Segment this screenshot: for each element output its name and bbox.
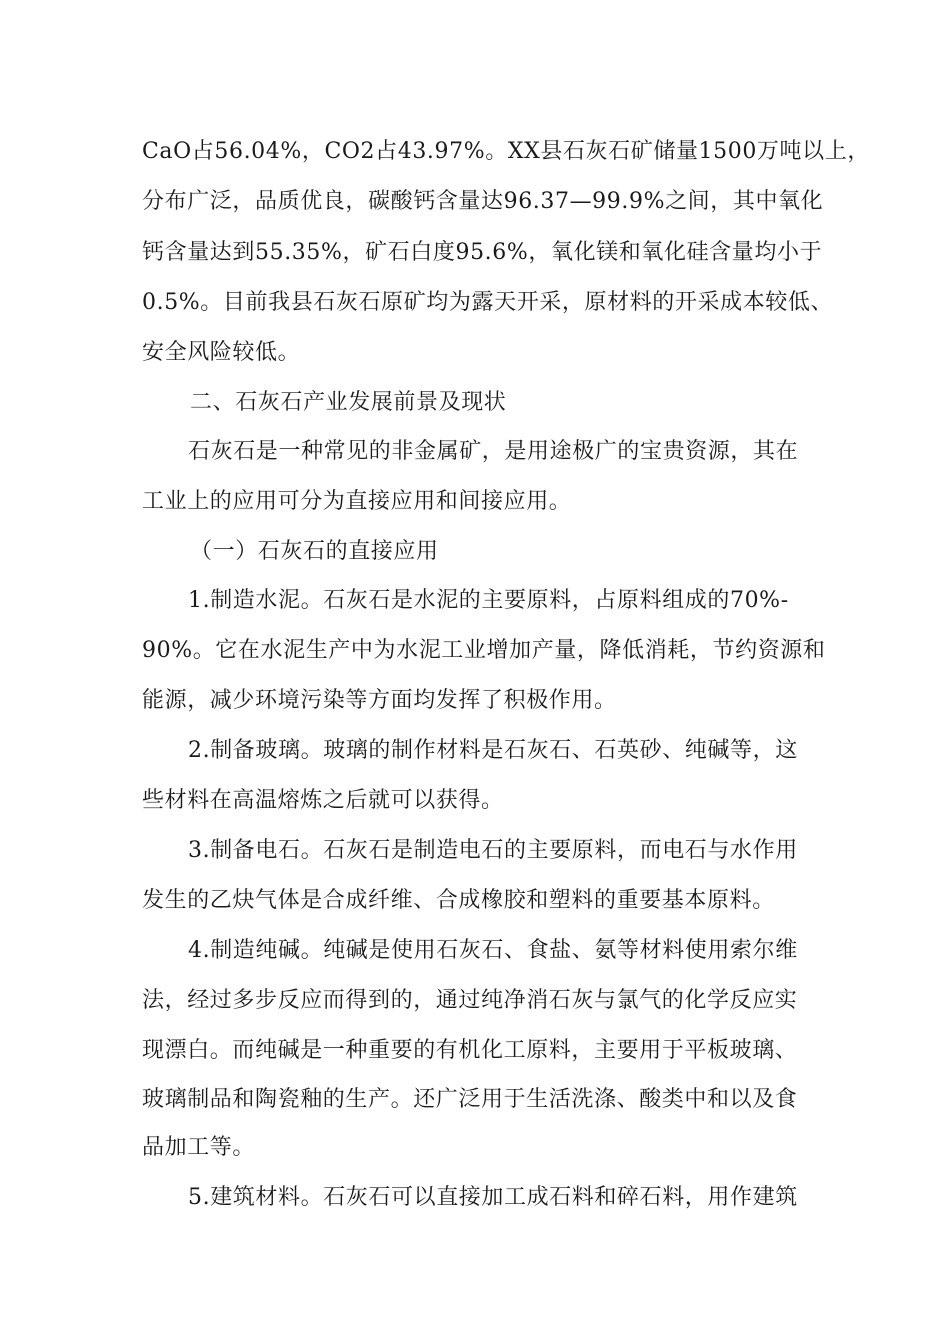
paragraph-1-line-3: 钙含量达到55.35%，矿石白度95.6%，氧化镁和氧化硅含量均小于	[142, 240, 823, 265]
item-4-line-3: 现漂白。而纯碱是一种重要的有机化工原料，主要用于平板玻璃、	[142, 1038, 798, 1063]
paragraph-1-line-4: 0.5%。目前我县石灰石原矿均为露天开采，原材料的开采成本较低、	[142, 290, 834, 315]
subsection-heading-1: （一）石灰石的直接应用	[190, 539, 439, 564]
item-3-line-1: 3.制备电石。石灰石是制造电石的主要原料，而电石与水作用	[188, 838, 798, 863]
item-1-line-2: 90%。它在水泥生产中为水泥工业增加产量，降低消耗，节约资源和	[142, 638, 826, 663]
item-4-line-5: 品加工等。	[142, 1135, 256, 1160]
item-2-line-2: 些材料在高温熔炼之后就可以获得。	[142, 788, 504, 813]
item-4-line-1: 4.制造纯碱。纯碱是使用石灰石、食盐、氨等材料使用索尔维	[188, 938, 798, 963]
item-4-line-2: 法，经过多步反应而得到的，通过纯净消石灰与氯气的化学反应实	[142, 988, 798, 1013]
paragraph-1-line-1: CaO占56.04%，CO2占43.97%。XX县石灰石矿储量1500万吨以上，	[142, 139, 870, 164]
paragraph-2-line-2: 工业上的应用可分为直接应用和间接应用。	[142, 489, 572, 514]
item-5-line-1: 5.建筑材料。石灰石可以直接加工成石料和碎石料，用作建筑	[188, 1185, 798, 1210]
paragraph-1-line-2: 分布广泛，品质优良，碳酸钙含量达96.37—99.9%之间，其中氧化	[142, 189, 824, 214]
item-1-line-3: 能源，减少环境污染等方面均发挥了积极作用。	[142, 688, 617, 713]
item-2-line-1: 2.制备玻璃。玻璃的制作材料是石灰石、石英砂、纯碱等，这	[188, 738, 798, 763]
section-heading-2: 二、石灰石产业发展前景及现状	[190, 390, 507, 415]
item-4-line-4: 玻璃制品和陶瓷釉的生产。还广泛用于生活洗涤、酸类中和以及食	[142, 1087, 798, 1112]
paragraph-1-line-5: 安全风险较低。	[142, 340, 301, 365]
paragraph-2-line-1: 石灰石是一种常见的非金属矿，是用途极广的宝贵资源，其在	[188, 439, 799, 464]
item-1-line-1: 1.制造水泥。石灰石是水泥的主要原料，占原料组成的70%-	[188, 588, 789, 613]
item-3-line-2: 发生的乙炔气体是合成纤维、合成橡胶和塑料的重要基本原料。	[142, 888, 775, 913]
